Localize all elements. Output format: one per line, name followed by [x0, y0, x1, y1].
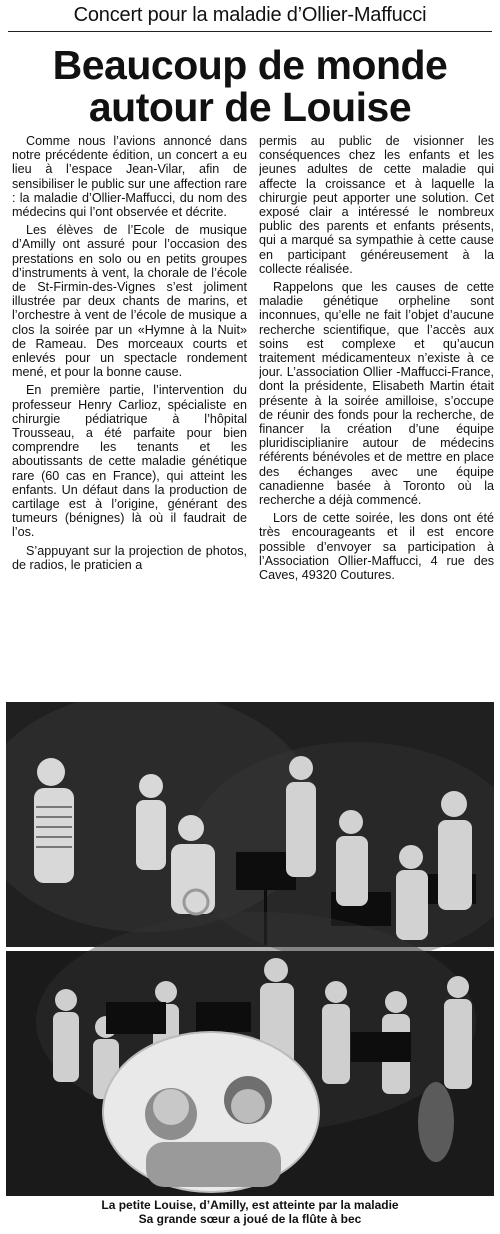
paragraph: permis au public de visionner les conséquences chez les enfants et les jeunes adultes de cette maladie qui affecte la croissance et à laquelle la chirurgie peut apporter une solution. Cet exposé clair a intéressé le nombreux public des parents et enfants présents, qui a marqué sa sympathie à cette cause en participant généreusement à la collecte réalisée.: [259, 134, 494, 276]
caption-line: Sa grande sœur a joué de la flûte à bec: [138, 1212, 362, 1226]
paragraph: Les élèves de l’Ecole de musique d’Amilly ont assuré pour l’occasion des prestations en solo ou en petits groupes d’instruments à vent, la chorale de l’école de St-Firmin-des-Vignes s’est joliment illustrée par deux chants de marins, et l’orchestre à vent de l’école de musique a clos la soirée par un «Hymne à la Nuit» de Rameau. Des morceaux courts et enlevés pour un spectacle rondement mené, et pour la bonne cause.: [12, 223, 247, 380]
column-left: [12, 134, 247, 700]
paragraph: Rappelons que les causes de cette maladie génétique orpheline sont inconnues, qu’elle ne fait l’objet d’aucune recherche scientifique, que l’accès aux soins est complexe et qu’aucun traitement médicamenteux n’existe à ce jour. L’association Ollier -Maffucci-France, dont la présidente, Elisabeth Martin était présente à la soirée amilloise, s’occupe de réunir des fonds pour la recherche, de financer la création d’une équipe pluridisciplianire autour de médecins référents bénévoles et de mettre en place des échanges avec une équipe canadienne basée à Toronto où la recherche a déjà commencé.: [259, 280, 494, 508]
caption-line: La petite Louise, d’Amilly, est atteinte par la maladie: [101, 1198, 399, 1212]
kicker: Concert pour la maladie d’Ollier-Maffucci: [8, 4, 492, 32]
article-body: [12, 134, 494, 700]
concert-photo: [6, 702, 494, 1196]
paragraph: En première partie, l’intervention du professeur Henry Carlioz, spécialiste en chirurgie pédiatrique à l’hôpital Trousseau, a été parfaite pour bien comprendre les tenants et les aboutissants de cette maladie génétique rare (60 cas en France), qui atteint les enfants. Un défaut dans la production de cartilage est à l’origine, générant des tumeurs (bénignes) là où il faudrait de l’os.: [12, 383, 247, 540]
concert-photo-illustration: [6, 702, 494, 1196]
photo-caption: [6, 1198, 494, 1226]
headline: Beaucoup de monde autour de Louise: [52, 42, 448, 130]
column-right: [259, 134, 494, 700]
paragraph: Lors de cette soirée, les dons ont été très encourageants et il est encore possible d’envoyer sa participation à l’Association Ollier-Maffucci, 4 rue des Caves, 49320 Coutures.: [259, 511, 494, 583]
paragraph: Comme nous l’avions annoncé dans notre précédente édition, un concert a eu lieu à l’espace Jean-Vilar, afin de sensibiliser le public sur une affection rare : la maladie d’Ollier-Maffucci, du nom des médecins qui l’ont observée et décrite.: [12, 134, 247, 220]
paragraph: S’appuyant sur la projection de photos, de radios, le praticien a: [12, 543, 247, 572]
